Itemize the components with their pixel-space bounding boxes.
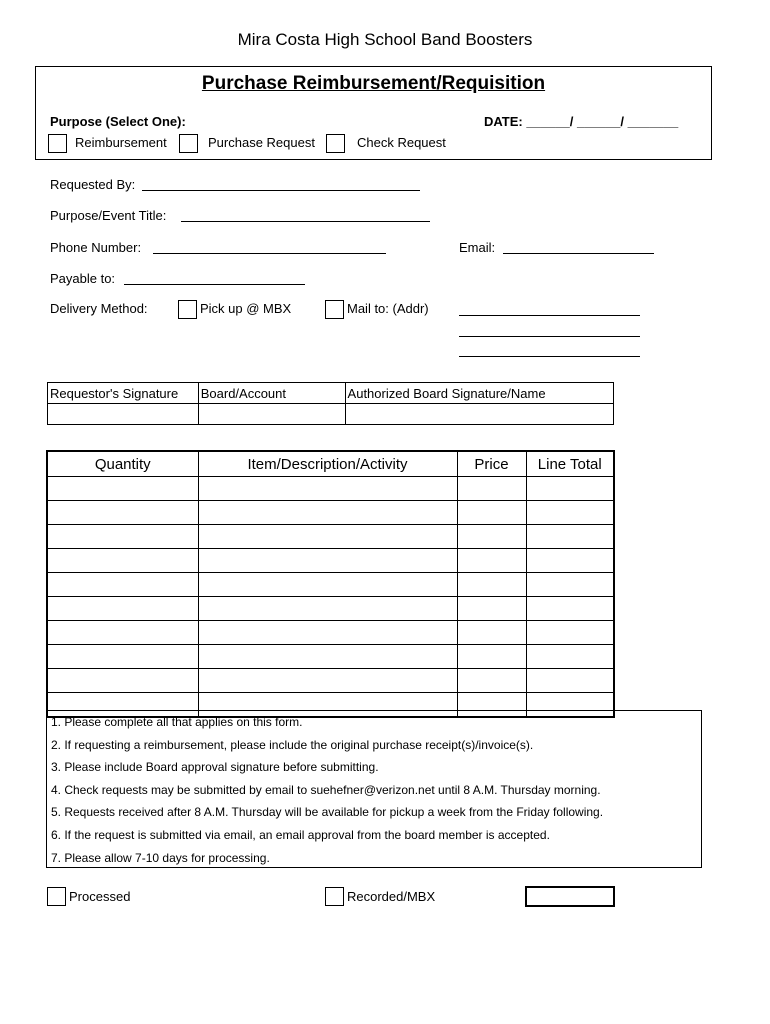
- price-cell[interactable]: [457, 645, 526, 669]
- instruction-item: 5. Requests received after 8 A.M. Thursday will be available for pickup a week from the Friday following.: [51, 805, 604, 820]
- delivery-method-label: Delivery Method:: [50, 301, 148, 316]
- table-row: [47, 621, 614, 645]
- requested-by-label: Requested By:: [50, 177, 136, 192]
- authorized-signature-cell[interactable]: [345, 404, 613, 425]
- check-request-checkbox[interactable]: [326, 134, 345, 153]
- item-description-header: Item/Description/Activity: [198, 451, 457, 477]
- recorded-checkbox[interactable]: [325, 887, 344, 906]
- instruction-item: 3. Please include Board approval signature before submitting.: [51, 760, 379, 775]
- line-total-cell[interactable]: [526, 501, 614, 525]
- table-row: [47, 525, 614, 549]
- signature-table: [47, 382, 614, 425]
- quantity-cell[interactable]: [47, 573, 198, 597]
- line-total-header: Line Total: [526, 451, 614, 477]
- phone-number-label: Phone Number:: [50, 240, 142, 255]
- address-line-2[interactable]: [459, 336, 640, 337]
- line-total-cell[interactable]: [526, 525, 614, 549]
- pickup-label: Pick up @ MBX: [200, 301, 292, 316]
- purpose-event-title-label: Purpose/Event Title:: [50, 208, 167, 223]
- authorized-signature-header: Authorized Board Signature/Name: [345, 383, 613, 404]
- requested-by-input[interactable]: [142, 190, 420, 191]
- quantity-cell[interactable]: [47, 501, 198, 525]
- quantity-cell[interactable]: [47, 477, 198, 501]
- requestor-signature-cell[interactable]: [48, 404, 199, 425]
- table-row: [47, 597, 614, 621]
- reimbursement-checkbox[interactable]: [48, 134, 67, 153]
- organization-name: Mira Costa High School Band Boosters: [237, 30, 533, 49]
- purchase-request-label: Purchase Request: [208, 135, 315, 150]
- instruction-item: 4. Check requests may be submitted by email to suehefner@verizon.net until 8 A.M. Thursday morning.: [51, 782, 601, 797]
- line-total-cell[interactable]: [526, 573, 614, 597]
- date-field[interactable]: DATE: ______/ ______/ _______: [484, 114, 679, 129]
- quantity-cell[interactable]: [47, 597, 198, 621]
- address-line-3[interactable]: [459, 356, 640, 357]
- line-total-cell[interactable]: [526, 597, 614, 621]
- processed-label: Processed: [69, 889, 131, 904]
- recorded-label: Recorded/MBX: [347, 889, 436, 904]
- price-cell[interactable]: [457, 669, 526, 693]
- table-row: [47, 501, 614, 525]
- price-cell[interactable]: [457, 525, 526, 549]
- quantity-cell[interactable]: [47, 549, 198, 573]
- line-total-cell[interactable]: [526, 621, 614, 645]
- item-cell[interactable]: [198, 597, 457, 621]
- address-line-1[interactable]: [459, 315, 640, 316]
- email-label: Email:: [459, 240, 496, 255]
- item-cell[interactable]: [198, 621, 457, 645]
- line-total-cell[interactable]: [526, 645, 614, 669]
- instruction-item: 1. Please complete all that applies on this form.: [51, 715, 303, 729]
- item-cell[interactable]: [198, 645, 457, 669]
- quantity-cell[interactable]: [47, 525, 198, 549]
- table-row: [47, 645, 614, 669]
- item-cell[interactable]: [198, 669, 457, 693]
- price-cell[interactable]: [457, 501, 526, 525]
- purchase-request-checkbox[interactable]: [179, 134, 198, 153]
- office-use-box[interactable]: [525, 886, 615, 907]
- mail-to-label: Mail to: (Addr): [347, 301, 429, 316]
- price-cell[interactable]: [457, 477, 526, 501]
- instruction-item: 6. If the request is submitted via email, an email approval from the board member is accepted.: [51, 827, 550, 842]
- instruction-item: 2. If requesting a reimbursement, please include the original purchase receipt(s)/invoice(s).: [51, 737, 534, 752]
- mail-to-checkbox[interactable]: [325, 300, 344, 319]
- price-cell[interactable]: [457, 597, 526, 621]
- board-account-cell[interactable]: [198, 404, 345, 425]
- price-header: Price: [457, 451, 526, 477]
- form-header-box: [35, 66, 712, 160]
- table-row: [47, 669, 614, 693]
- table-row: [47, 573, 614, 597]
- quantity-cell[interactable]: [47, 621, 198, 645]
- check-request-label: Check Request: [357, 135, 446, 150]
- table-row: [47, 477, 614, 501]
- items-table: [46, 450, 615, 718]
- instructions-box: [46, 710, 702, 868]
- line-total-cell[interactable]: [526, 549, 614, 573]
- table-row: [47, 549, 614, 573]
- item-cell[interactable]: [198, 549, 457, 573]
- purpose-event-title-input[interactable]: [181, 221, 430, 222]
- line-total-cell[interactable]: [526, 477, 614, 501]
- line-total-cell[interactable]: [526, 669, 614, 693]
- quantity-header: Quantity: [47, 451, 198, 477]
- requestor-signature-header: Requestor's Signature: [48, 383, 199, 404]
- reimbursement-label: Reimbursement: [75, 135, 167, 150]
- price-cell[interactable]: [457, 621, 526, 645]
- price-cell[interactable]: [457, 549, 526, 573]
- pickup-checkbox[interactable]: [178, 300, 197, 319]
- purpose-label: Purpose (Select One):: [50, 114, 186, 129]
- board-account-header: Board/Account: [198, 383, 345, 404]
- quantity-cell[interactable]: [47, 645, 198, 669]
- item-cell[interactable]: [198, 525, 457, 549]
- item-cell[interactable]: [198, 477, 457, 501]
- processed-checkbox[interactable]: [47, 887, 66, 906]
- item-cell[interactable]: [198, 573, 457, 597]
- email-input[interactable]: [503, 253, 654, 254]
- form-title: Purchase Reimbursement/Requisition: [201, 73, 546, 94]
- instruction-item: 7. Please allow 7-10 days for processing.: [51, 850, 270, 865]
- payable-to-label: Payable to:: [50, 271, 116, 286]
- phone-number-input[interactable]: [153, 253, 386, 254]
- payable-to-input[interactable]: [124, 284, 305, 285]
- quantity-cell[interactable]: [47, 669, 198, 693]
- item-cell[interactable]: [198, 501, 457, 525]
- price-cell[interactable]: [457, 573, 526, 597]
